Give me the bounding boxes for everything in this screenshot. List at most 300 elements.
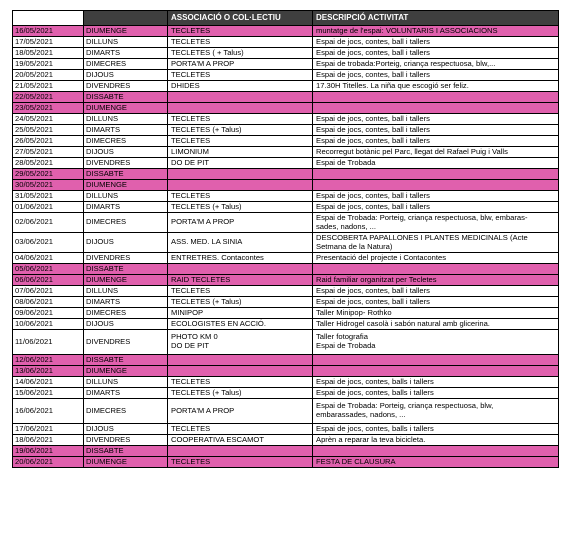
date-cell bbox=[13, 81, 84, 92]
table-row bbox=[13, 169, 559, 180]
day-cell bbox=[84, 103, 168, 114]
description-cell bbox=[313, 264, 559, 275]
date-cell-text: 20/06/2021 bbox=[15, 456, 54, 466]
date-cell-text: 30/05/2021 bbox=[15, 179, 54, 189]
day-cell bbox=[84, 319, 168, 330]
table-row bbox=[13, 158, 559, 169]
association-cell bbox=[168, 103, 313, 114]
table-row bbox=[13, 377, 559, 388]
day-cell bbox=[84, 286, 168, 297]
description-cell-text: Espai de Trobada bbox=[316, 157, 376, 167]
description-cell-text: Raid familiar organitzat per Tecletes bbox=[316, 274, 437, 284]
date-cell-text: 14/06/2021 bbox=[15, 376, 54, 386]
association-cell-text: TECLETES bbox=[171, 69, 211, 79]
description-cell-text: Aprèn a reparar la teva bicicleta. bbox=[316, 434, 426, 444]
description-cell-text: Taller Minipop- Rothko bbox=[316, 307, 392, 317]
date-cell bbox=[13, 388, 84, 399]
date-cell bbox=[13, 59, 84, 70]
association-cell bbox=[168, 253, 313, 264]
association-cell-text: TECLETES bbox=[171, 456, 211, 466]
date-cell bbox=[13, 286, 84, 297]
day-cell bbox=[84, 388, 168, 399]
association-cell bbox=[168, 191, 313, 202]
description-cell bbox=[313, 81, 559, 92]
date-cell-text: 05/06/2021 bbox=[15, 263, 54, 273]
day-cell bbox=[84, 191, 168, 202]
activity-schedule-table bbox=[12, 10, 559, 468]
date-cell bbox=[13, 114, 84, 125]
association-cell bbox=[168, 264, 313, 275]
association-cell bbox=[168, 377, 313, 388]
description-cell-text: Espai de jocs, contes, ball i tallers bbox=[316, 69, 430, 79]
day-cell bbox=[84, 264, 168, 275]
description-cell bbox=[313, 435, 559, 446]
day-cell bbox=[84, 81, 168, 92]
association-cell-text: TECLETES (+ Talus) bbox=[171, 296, 242, 306]
description-cell bbox=[313, 366, 559, 377]
day-cell-text: DISSABTE bbox=[86, 263, 124, 273]
table-row bbox=[13, 59, 559, 70]
table-row bbox=[13, 233, 559, 253]
association-cell-text: TECLETES bbox=[171, 113, 211, 123]
table-row bbox=[13, 147, 559, 158]
day-cell bbox=[84, 114, 168, 125]
date-cell-text: 18/06/2021 bbox=[15, 434, 54, 444]
table-row bbox=[13, 191, 559, 202]
day-cell-text: DIMECRES bbox=[86, 217, 127, 227]
description-cell-text: Espai de jocs, contes, ball i tallers bbox=[316, 36, 430, 46]
association-cell bbox=[168, 136, 313, 147]
date-cell bbox=[13, 297, 84, 308]
description-cell bbox=[313, 158, 559, 169]
day-cell-text: DIMARTS bbox=[86, 124, 121, 134]
table-row bbox=[13, 37, 559, 48]
date-cell-text: 28/05/2021 bbox=[15, 157, 54, 167]
date-cell bbox=[13, 26, 84, 37]
association-cell-text: ECOLOGISTES EN ACCIÓ. bbox=[171, 318, 266, 328]
association-cell bbox=[168, 158, 313, 169]
day-cell-text: DIJOUS bbox=[86, 423, 114, 433]
description-cell bbox=[313, 169, 559, 180]
day-cell bbox=[84, 48, 168, 59]
description-cell-text: Espai de jocs, contes, ball i tallers bbox=[316, 124, 430, 134]
association-cell bbox=[168, 37, 313, 48]
association-cell-text: TECLETES bbox=[171, 36, 211, 46]
day-cell-text: DIVENDRES bbox=[86, 80, 131, 90]
description-cell-text: Espai de Trobada: Porteig, criança respectuosa, blw, embarassades, nadons, ... bbox=[316, 401, 494, 419]
date-cell-text: 18/05/2021 bbox=[15, 47, 54, 57]
date-cell bbox=[13, 319, 84, 330]
date-cell bbox=[13, 202, 84, 213]
date-cell bbox=[13, 233, 84, 253]
association-cell bbox=[168, 59, 313, 70]
day-cell-text: DISSABTE bbox=[86, 168, 124, 178]
table-row bbox=[13, 48, 559, 59]
date-cell-text: 25/05/2021 bbox=[15, 124, 54, 134]
day-cell-text: DIUMENGE bbox=[86, 274, 127, 284]
day-cell-text: DIMARTS bbox=[86, 47, 121, 57]
description-cell bbox=[313, 319, 559, 330]
date-cell-text: 19/05/2021 bbox=[15, 58, 54, 68]
date-cell-text: 08/06/2021 bbox=[15, 296, 54, 306]
association-cell-text: TECLETES bbox=[171, 423, 211, 433]
description-cell bbox=[313, 233, 559, 253]
date-cell-text: 17/06/2021 bbox=[15, 423, 54, 433]
association-cell-text: PORTA'M A PROP bbox=[171, 217, 235, 227]
table-row bbox=[13, 26, 559, 37]
association-cell-text: TECLETES (+ Talus) bbox=[171, 201, 242, 211]
association-cell bbox=[168, 366, 313, 377]
day-cell bbox=[84, 37, 168, 48]
association-cell bbox=[168, 308, 313, 319]
association-cell-text: TECLETES bbox=[171, 135, 211, 145]
date-cell bbox=[13, 264, 84, 275]
table-row bbox=[13, 103, 559, 114]
activity-schedule-sheet bbox=[12, 10, 558, 468]
table-row bbox=[13, 388, 559, 399]
description-cell bbox=[313, 191, 559, 202]
day-cell bbox=[84, 233, 168, 253]
association-cell-text: TECLETES ( + Talus) bbox=[171, 47, 244, 57]
day-cell bbox=[84, 435, 168, 446]
association-cell-text: TECLETES bbox=[171, 376, 211, 386]
day-cell-text: DIMARTS bbox=[86, 387, 121, 397]
association-cell-text: TECLETES bbox=[171, 25, 211, 35]
date-cell bbox=[13, 435, 84, 446]
day-cell-text: DIUMENGE bbox=[86, 179, 127, 189]
description-cell bbox=[313, 457, 559, 468]
association-cell-text: LIMONIUM bbox=[171, 146, 209, 156]
day-cell bbox=[84, 297, 168, 308]
day-cell-text: DIJOUS bbox=[86, 318, 114, 328]
day-cell-text: DISSABTE bbox=[86, 445, 124, 455]
date-cell-text: 03/06/2021 bbox=[15, 237, 54, 247]
table-row bbox=[13, 399, 559, 424]
date-cell-text: 22/05/2021 bbox=[15, 91, 54, 101]
association-cell bbox=[168, 446, 313, 457]
day-cell bbox=[84, 125, 168, 136]
association-cell bbox=[168, 202, 313, 213]
table-row bbox=[13, 202, 559, 213]
description-cell bbox=[313, 37, 559, 48]
association-cell bbox=[168, 233, 313, 253]
date-cell-text: 07/06/2021 bbox=[15, 285, 54, 295]
day-cell bbox=[84, 424, 168, 435]
association-cell bbox=[168, 114, 313, 125]
association-cell bbox=[168, 147, 313, 158]
date-cell bbox=[13, 308, 84, 319]
table-row bbox=[13, 424, 559, 435]
day-cell-text: DIMECRES bbox=[86, 405, 127, 415]
date-cell bbox=[13, 169, 84, 180]
date-cell-text: 16/05/2021 bbox=[15, 25, 54, 35]
description-cell-text: Espai de jocs, contes, balls i tallers bbox=[316, 423, 434, 433]
association-cell bbox=[168, 355, 313, 366]
description-cell bbox=[313, 297, 559, 308]
day-cell-text: DILLUNS bbox=[86, 113, 119, 123]
association-cell bbox=[168, 275, 313, 286]
date-cell bbox=[13, 366, 84, 377]
day-cell bbox=[84, 377, 168, 388]
day-cell bbox=[84, 275, 168, 286]
table-header-row bbox=[13, 11, 559, 26]
date-cell-text: 10/06/2021 bbox=[15, 318, 54, 328]
header-description: DESCRIPCIÓ ACTIVITAT bbox=[313, 11, 559, 26]
day-cell-text: DIVENDRES bbox=[86, 252, 131, 262]
association-cell bbox=[168, 424, 313, 435]
association-cell-text: ASS. MED. LA SINIA bbox=[171, 237, 243, 247]
description-cell bbox=[313, 355, 559, 366]
description-cell bbox=[313, 213, 559, 233]
association-cell-text: COOPERATIVA ESCAMOT bbox=[171, 434, 264, 444]
day-cell-text: DISSABTE bbox=[86, 91, 124, 101]
day-cell-text: DILLUNS bbox=[86, 285, 119, 295]
day-cell-text: DILLUNS bbox=[86, 190, 119, 200]
day-cell-text: DIJOUS bbox=[86, 146, 114, 156]
day-cell bbox=[84, 169, 168, 180]
description-cell bbox=[313, 136, 559, 147]
association-cell bbox=[168, 286, 313, 297]
association-cell bbox=[168, 26, 313, 37]
table-row bbox=[13, 446, 559, 457]
table-row bbox=[13, 308, 559, 319]
day-cell bbox=[84, 136, 168, 147]
association-cell bbox=[168, 457, 313, 468]
date-cell bbox=[13, 48, 84, 59]
date-cell-text: 21/05/2021 bbox=[15, 80, 54, 90]
description-cell-text: Espai de jocs, contes, ball i tallers bbox=[316, 47, 430, 57]
description-cell bbox=[313, 424, 559, 435]
association-cell bbox=[168, 81, 313, 92]
date-cell bbox=[13, 103, 84, 114]
description-cell bbox=[313, 388, 559, 399]
description-cell bbox=[313, 308, 559, 319]
association-cell bbox=[168, 180, 313, 191]
description-cell bbox=[313, 125, 559, 136]
day-cell-text: DILLUNS bbox=[86, 376, 119, 386]
association-cell bbox=[168, 92, 313, 103]
table-row bbox=[13, 330, 559, 355]
table-row bbox=[13, 70, 559, 81]
description-cell-text: Presentació del projecte i Contacontes bbox=[316, 252, 447, 262]
table-row bbox=[13, 264, 559, 275]
table-row bbox=[13, 92, 559, 103]
date-cell-text: 31/05/2021 bbox=[15, 190, 54, 200]
description-cell-text: Taller fotografia Espai de Trobada bbox=[316, 332, 376, 350]
day-cell-text: DIMARTS bbox=[86, 296, 121, 306]
date-cell bbox=[13, 446, 84, 457]
day-cell-text: DIVENDRES bbox=[86, 336, 131, 346]
day-cell-text: DIJOUS bbox=[86, 69, 114, 79]
association-cell-text: ENTRETRES. Contacontes bbox=[171, 252, 264, 262]
date-cell-text: 13/06/2021 bbox=[15, 365, 54, 375]
description-cell bbox=[313, 48, 559, 59]
day-cell bbox=[84, 213, 168, 233]
description-cell bbox=[313, 92, 559, 103]
day-cell bbox=[84, 366, 168, 377]
day-cell bbox=[84, 330, 168, 355]
date-cell-text: 04/06/2021 bbox=[15, 252, 54, 262]
association-cell bbox=[168, 435, 313, 446]
date-cell bbox=[13, 180, 84, 191]
day-cell-text: DIJOUS bbox=[86, 237, 114, 247]
table-row bbox=[13, 366, 559, 377]
date-cell bbox=[13, 275, 84, 286]
description-cell bbox=[313, 147, 559, 158]
date-cell bbox=[13, 457, 84, 468]
day-cell bbox=[84, 180, 168, 191]
date-cell-text: 23/05/2021 bbox=[15, 102, 54, 112]
day-cell-text: DIUMENGE bbox=[86, 25, 127, 35]
date-cell-text: 19/06/2021 bbox=[15, 445, 54, 455]
association-cell bbox=[168, 125, 313, 136]
date-cell bbox=[13, 125, 84, 136]
date-cell bbox=[13, 355, 84, 366]
association-cell bbox=[168, 330, 313, 355]
date-cell bbox=[13, 253, 84, 264]
association-cell-text: TECLETES (+ Talus) bbox=[171, 124, 242, 134]
association-cell bbox=[168, 48, 313, 59]
date-cell-text: 01/06/2021 bbox=[15, 201, 54, 211]
association-cell bbox=[168, 319, 313, 330]
day-cell bbox=[84, 355, 168, 366]
description-cell-text: Espai de jocs, contes, ball i tallers bbox=[316, 201, 430, 211]
association-cell bbox=[168, 399, 313, 424]
association-cell-text: TECLETES (+ Talus) bbox=[171, 387, 242, 397]
date-cell-text: 12/06/2021 bbox=[15, 354, 54, 364]
day-cell-text: DILLUNS bbox=[86, 36, 119, 46]
description-cell bbox=[313, 26, 559, 37]
table-row bbox=[13, 114, 559, 125]
day-cell bbox=[84, 253, 168, 264]
description-cell bbox=[313, 114, 559, 125]
description-cell bbox=[313, 253, 559, 264]
description-cell bbox=[313, 275, 559, 286]
day-cell bbox=[84, 308, 168, 319]
date-cell bbox=[13, 377, 84, 388]
date-cell-text: 29/05/2021 bbox=[15, 168, 54, 178]
day-cell bbox=[84, 446, 168, 457]
association-cell-text: DO DE PIT bbox=[171, 157, 209, 167]
table-row bbox=[13, 457, 559, 468]
day-cell bbox=[84, 457, 168, 468]
description-cell-text: Espai de jocs, contes, balls i tallers bbox=[316, 376, 434, 386]
description-cell-text: Espai de jocs, contes, ball i tallers bbox=[316, 296, 430, 306]
day-cell bbox=[84, 158, 168, 169]
date-cell bbox=[13, 424, 84, 435]
day-cell bbox=[84, 70, 168, 81]
day-cell bbox=[84, 59, 168, 70]
day-cell-text: DIUMENGE bbox=[86, 102, 127, 112]
description-cell-text: Espai de jocs, contes, ball i tallers bbox=[316, 190, 430, 200]
table-row bbox=[13, 319, 559, 330]
association-cell bbox=[168, 297, 313, 308]
association-cell-text: TECLETES bbox=[171, 285, 211, 295]
day-cell bbox=[84, 399, 168, 424]
association-cell bbox=[168, 388, 313, 399]
date-cell-text: 26/05/2021 bbox=[15, 135, 54, 145]
description-cell bbox=[313, 330, 559, 355]
day-cell bbox=[84, 92, 168, 103]
table-row bbox=[13, 355, 559, 366]
table-row bbox=[13, 136, 559, 147]
day-cell-text: DIVENDRES bbox=[86, 157, 131, 167]
table-row bbox=[13, 180, 559, 191]
date-cell bbox=[13, 158, 84, 169]
table-row bbox=[13, 286, 559, 297]
date-cell bbox=[13, 136, 84, 147]
date-cell bbox=[13, 37, 84, 48]
date-cell bbox=[13, 70, 84, 81]
date-cell-text: 17/05/2021 bbox=[15, 36, 54, 46]
day-cell-text: DIMECRES bbox=[86, 135, 127, 145]
date-cell-text: 27/05/2021 bbox=[15, 146, 54, 156]
description-cell-text: Espai de jocs, contes, ball i tallers bbox=[316, 285, 430, 295]
association-cell bbox=[168, 70, 313, 81]
day-cell-text: DIMECRES bbox=[86, 307, 127, 317]
header-association: ASSOCIACIÓ O COL·LECTIU bbox=[168, 11, 313, 26]
association-cell-text: RAID TECLETES bbox=[171, 274, 231, 284]
description-cell bbox=[313, 286, 559, 297]
date-cell bbox=[13, 191, 84, 202]
description-cell-text: FESTA DE CLAUSURA bbox=[316, 456, 396, 466]
day-cell-text: DIVENDRES bbox=[86, 434, 131, 444]
description-cell-text: muntatge de l'espai: VOLUNTARIS I ASSOCIACIONS bbox=[316, 25, 498, 35]
day-cell bbox=[84, 147, 168, 158]
association-cell-text: DHIDES bbox=[171, 80, 200, 90]
table-row bbox=[13, 435, 559, 446]
date-cell bbox=[13, 213, 84, 233]
date-cell bbox=[13, 399, 84, 424]
date-cell bbox=[13, 92, 84, 103]
association-cell-text: PORTA'M A PROP bbox=[171, 58, 235, 68]
description-cell bbox=[313, 377, 559, 388]
description-cell-text: Taller Hidrogel casolà i sabón natural amb glicerina. bbox=[316, 318, 490, 328]
date-cell bbox=[13, 330, 84, 355]
day-cell bbox=[84, 26, 168, 37]
date-cell-text: 15/06/2021 bbox=[15, 387, 54, 397]
description-cell-text: DESCOBERTA PAPALLONES I PLANTES MEDICINALS (Acte Setmana de la Natura) bbox=[316, 232, 528, 251]
association-cell-text: MINIPOP bbox=[171, 307, 204, 317]
day-cell-text: DIUMENGE bbox=[86, 365, 127, 375]
table-row bbox=[13, 213, 559, 233]
date-cell bbox=[13, 147, 84, 158]
association-cell-text: TECLETES bbox=[171, 190, 211, 200]
date-cell-text: 11/06/2021 bbox=[15, 336, 53, 346]
description-cell bbox=[313, 180, 559, 191]
association-cell-text: PHOTO KM 0 DO DE PIT bbox=[171, 332, 218, 350]
description-cell-text: Espai de jocs, contes, balls i tallers bbox=[316, 387, 434, 397]
table-row bbox=[13, 275, 559, 286]
description-cell-text: Recorregut botànic pel Parc, llegat del Rafael Puig i Valls bbox=[316, 146, 508, 156]
description-cell bbox=[313, 70, 559, 81]
date-cell-text: 09/06/2021 bbox=[15, 307, 54, 317]
day-cell-text: DIUMENGE bbox=[86, 456, 127, 466]
table-row bbox=[13, 253, 559, 264]
date-cell-text: 16/06/2021 bbox=[15, 405, 54, 415]
association-cell bbox=[168, 169, 313, 180]
description-cell-text: Espai de jocs, contes, ball i tallers bbox=[316, 113, 430, 123]
description-cell bbox=[313, 202, 559, 213]
table-row bbox=[13, 81, 559, 92]
description-cell-text: Espai de trobada:Porteig, criança respectuosa, blw,... bbox=[316, 58, 496, 68]
table-row bbox=[13, 125, 559, 136]
header-date bbox=[13, 11, 84, 26]
description-cell bbox=[313, 399, 559, 424]
date-cell-text: 02/06/2021 bbox=[15, 217, 54, 227]
date-cell-text: 06/06/2021 bbox=[15, 274, 54, 284]
day-cell bbox=[84, 202, 168, 213]
